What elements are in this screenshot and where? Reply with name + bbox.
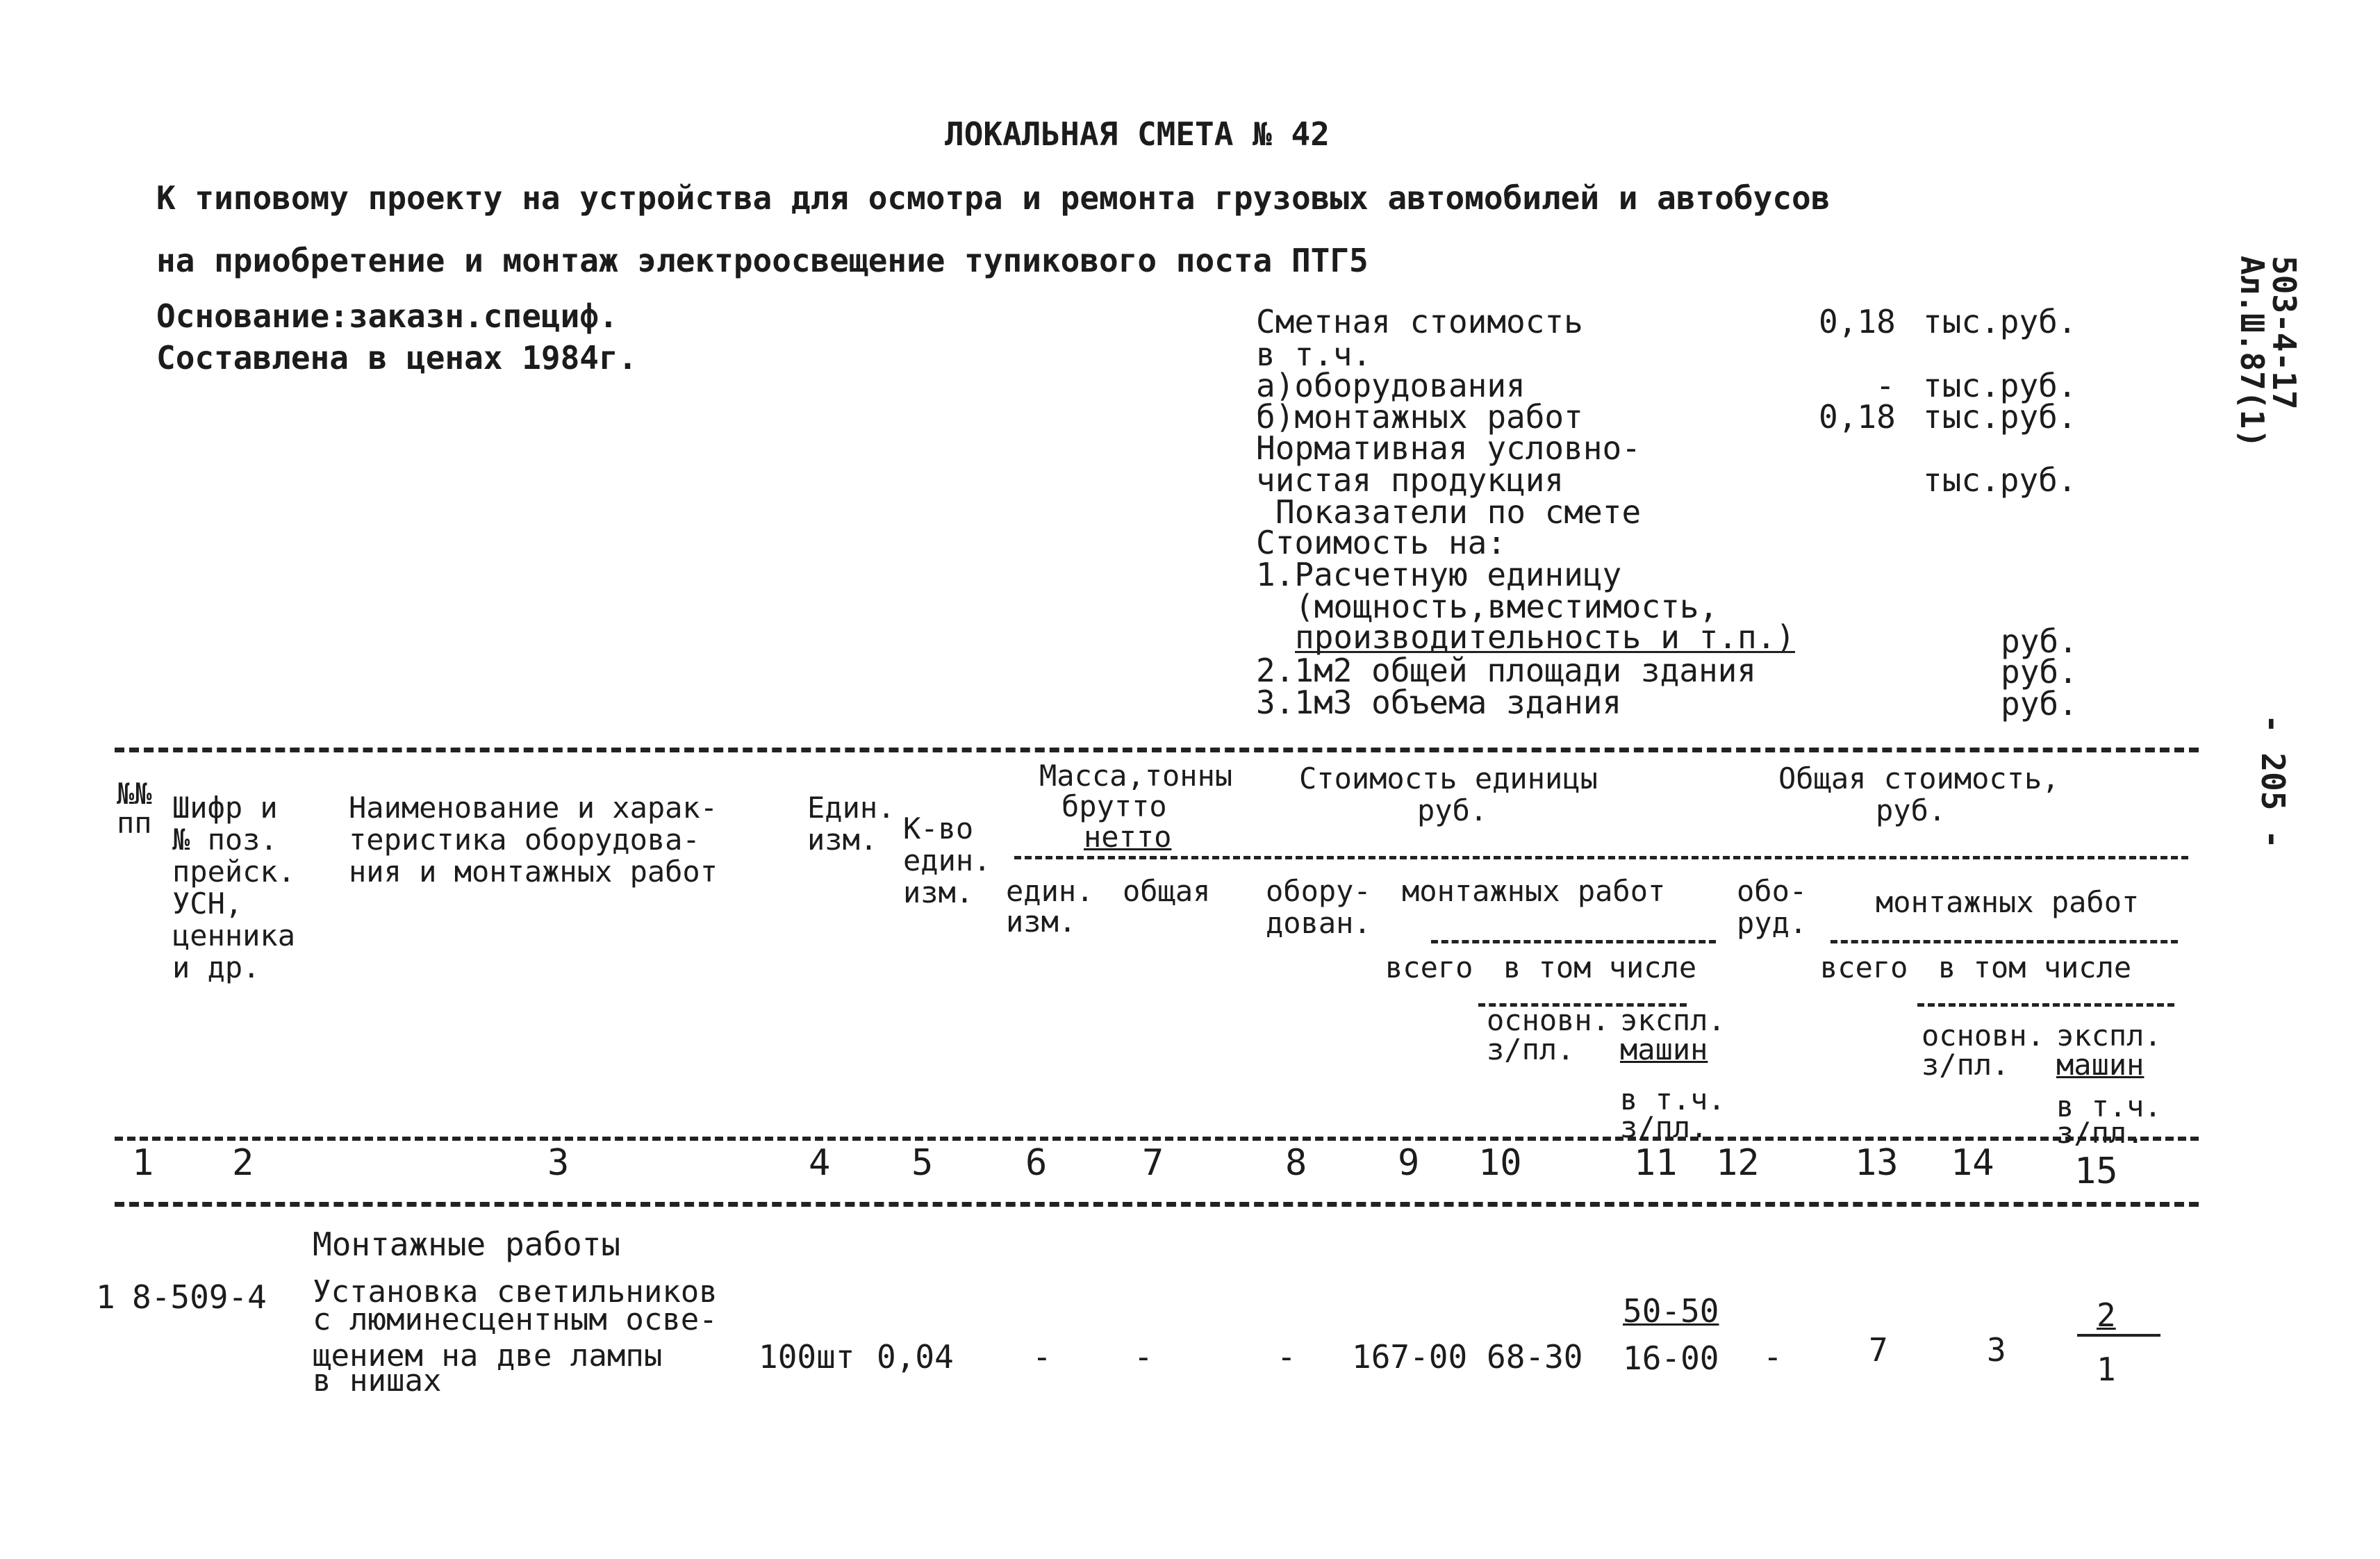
basis-text: Основание:заказн.специф. (156, 297, 618, 335)
header-sub-rule-2 (1431, 940, 1716, 943)
incl-label: в т.ч. (1256, 336, 1372, 373)
col-number: 13 (1855, 1142, 1899, 1184)
page-title: ЛОКАЛЬНАЯ СМЕТА № 42 (945, 115, 1330, 153)
header-bottom-rule (115, 1137, 2199, 1141)
col1-header-b: пп (117, 806, 152, 840)
mont-header: монтажных работ (1402, 874, 1666, 908)
row-tot-mach-top: 2 (2097, 1296, 2116, 1334)
unit2-label: 2.1м2 общей площади здания (1256, 652, 1757, 689)
equipment-label: а)оборудования (1256, 367, 1526, 404)
col3-header-a: Наименование и харак- (349, 791, 718, 825)
col-number: 3 (547, 1142, 570, 1184)
numbers-bottom-rule (115, 1202, 2199, 1207)
row-tot-mach-bottom: 1 (2097, 1351, 2116, 1388)
col-number: 7 (1142, 1142, 1164, 1184)
row-num: 1 (96, 1278, 115, 1316)
col-number: 2 (232, 1142, 254, 1184)
header-sub-rule-3 (1831, 940, 2178, 943)
col-number: 1 (132, 1142, 154, 1184)
col2-header-a: Шифр и (172, 791, 278, 825)
section-title: Монтажные работы (313, 1226, 621, 1263)
mounting-unit: тыс.руб. (1923, 398, 2077, 436)
col12-header-a: обо- (1737, 874, 1808, 908)
row-tot-mont: 7 (1869, 1331, 1888, 1369)
col-number: 9 (1398, 1142, 1420, 1184)
col6-header-b: изм. (1006, 905, 1077, 939)
unitcost-header-b: руб. (1417, 793, 1488, 827)
total-header-b: руб. (1876, 793, 1947, 827)
col2-header-e: ценника (172, 918, 296, 952)
col-number: 5 (911, 1142, 934, 1184)
vsego2-header: всего (1820, 950, 1908, 984)
total-header-a: Общая стоимость, (1778, 761, 2060, 795)
osn-header-a: основн. (1487, 1003, 1610, 1037)
side-code: 503-4-17 (2265, 256, 2303, 410)
col-number: 15 (2074, 1150, 2118, 1192)
osn2-header-b: з/пл. (1922, 1048, 2010, 1082)
unit1-underline (1295, 651, 1795, 653)
subtitle-line-1: К типовому проекту на устройства для осмотра и ремонта грузовых автомобилей и автобусов (156, 179, 1831, 217)
row-code: 8-509-4 (132, 1278, 267, 1316)
col2-header-f: и др. (172, 950, 261, 984)
unit3-unit: руб. (2001, 685, 2078, 723)
col2-header-d: УСН, (172, 886, 243, 921)
vsego-header: всего (1385, 950, 1473, 984)
equipment-unit: тыс.руб. (1923, 367, 2077, 404)
estimate-cost-label: Сметная стоимость (1256, 303, 1583, 340)
row-tot-basic: 3 (1987, 1331, 2006, 1369)
col6-header-a: един. (1006, 874, 1094, 908)
col8-header-b: дован. (1266, 906, 1371, 940)
col2-header-c: прейск. (172, 855, 296, 889)
header-sub-rule-1 (1014, 856, 2188, 859)
row-mont-total: 167-00 (1352, 1338, 1468, 1376)
col5-header-a: К-во (903, 811, 974, 846)
unit1-label-3: производительность и т.п.) (1295, 618, 1796, 656)
row-mass-unit: - (1032, 1338, 1052, 1376)
col-number: 12 (1716, 1142, 1760, 1184)
osn2-header-a: основн. (1922, 1018, 2045, 1053)
col12-header-b: руд. (1737, 906, 1808, 940)
mass-header-c: нетто (1084, 820, 1172, 854)
col2-header-b: № поз. (172, 823, 278, 857)
exp2-header-a: экспл. (2056, 1018, 2162, 1053)
cost-for-label: Стоимость на: (1256, 524, 1507, 561)
col-number: 10 (1478, 1142, 1522, 1184)
row-name-2: с люминесцентным осве- (313, 1302, 718, 1337)
mont2-header: монтажных работ (1876, 885, 2140, 919)
col-number: 4 (809, 1142, 831, 1184)
normative-label-1: Нормативная условно- (1256, 429, 1641, 467)
row-mont-mach-bottom: 16-00 (1623, 1339, 1719, 1377)
row-name-4: в нишах (313, 1363, 442, 1399)
vtom-header: в том числе (1503, 950, 1697, 984)
col5-header-b: един. (903, 843, 991, 877)
row-mont-basic: 68-30 (1487, 1338, 1583, 1376)
exp-header-b: машин (1620, 1032, 1708, 1066)
col-number: 8 (1285, 1142, 1307, 1184)
col-number: 14 (1951, 1142, 1994, 1184)
normative-unit: тыс.руб. (1923, 461, 2077, 499)
indicators-label: Показатели по смете (1275, 493, 1642, 531)
col5-header-c: изм. (903, 875, 974, 909)
unit1-label-1: 1.Расчетную единицу (1256, 556, 1622, 593)
page-number: - 205 - (2254, 714, 2292, 849)
row-name-1: Установка светильников (313, 1274, 718, 1310)
row-mont-mach-top: 50-50 (1623, 1292, 1719, 1330)
vtom2-header: в том числе (1938, 950, 2132, 984)
unit2-unit: руб. (2001, 653, 2078, 691)
subtitle-line-2: на приобретение и монтаж электроосвещение тупикового поста ПТГ5 (156, 242, 1369, 279)
estimate-cost-unit: тыс.руб. (1923, 303, 2077, 340)
equipment-value: - (1876, 367, 1895, 404)
unitcost-header-a: Стоимость единицы (1299, 761, 1598, 795)
side-album: Ал.Ш.87(1) (2233, 256, 2271, 448)
col4-header-a: Един. (807, 791, 895, 825)
header-sub-rule-5 (1917, 1003, 2174, 1007)
exp-header-c: в т.ч. (1620, 1082, 1726, 1116)
unit1-unit: руб. (2001, 622, 2078, 660)
row-name-3: щением на две лампы (313, 1338, 663, 1374)
exp-header-d: з/пл. (1620, 1110, 1708, 1144)
mass-header-b: брутто (1061, 789, 1167, 823)
col-number: 11 (1634, 1142, 1678, 1184)
col4-header-b: изм. (807, 823, 878, 857)
row-unit: 100шт (759, 1338, 855, 1376)
unit1-label-2: (мощность,вместимость, (1295, 588, 1719, 625)
unit3-label: 3.1м3 объема здания (1256, 684, 1622, 721)
estimate-cost-value: 0,18 (1819, 303, 1896, 340)
exp2-header-d: з/пл. (2056, 1116, 2145, 1150)
row-qty: 0,04 (877, 1338, 954, 1376)
normative-label-2: чистая продукция (1256, 461, 1564, 499)
col7-header: общая (1123, 874, 1211, 908)
mass-header-a: Масса,тонны (1039, 759, 1233, 793)
col1-header-a: №№ (117, 777, 152, 811)
mounting-value: 0,18 (1819, 398, 1896, 436)
col3-header-c: ния и монтажных работ (349, 855, 718, 889)
row-mass-total: - (1134, 1338, 1153, 1376)
exp-header-a: экспл. (1620, 1003, 1726, 1037)
fraction-rule (2077, 1334, 2160, 1337)
prices-text: Составлена в ценах 1984г. (156, 339, 638, 377)
row-tot-equip: - (1763, 1338, 1783, 1376)
exp2-header-c: в т.ч. (2056, 1089, 2162, 1123)
col3-header-b: теристика оборудова- (349, 823, 700, 857)
mounting-label: б)монтажных работ (1256, 398, 1583, 436)
table-top-rule (115, 748, 2199, 752)
exp2-header-b: машин (2056, 1048, 2145, 1082)
osn-header-b: з/пл. (1487, 1032, 1575, 1066)
col8-header-a: обору- (1266, 874, 1371, 908)
row-equip-cost: - (1277, 1338, 1296, 1376)
col-number: 6 (1025, 1142, 1048, 1184)
